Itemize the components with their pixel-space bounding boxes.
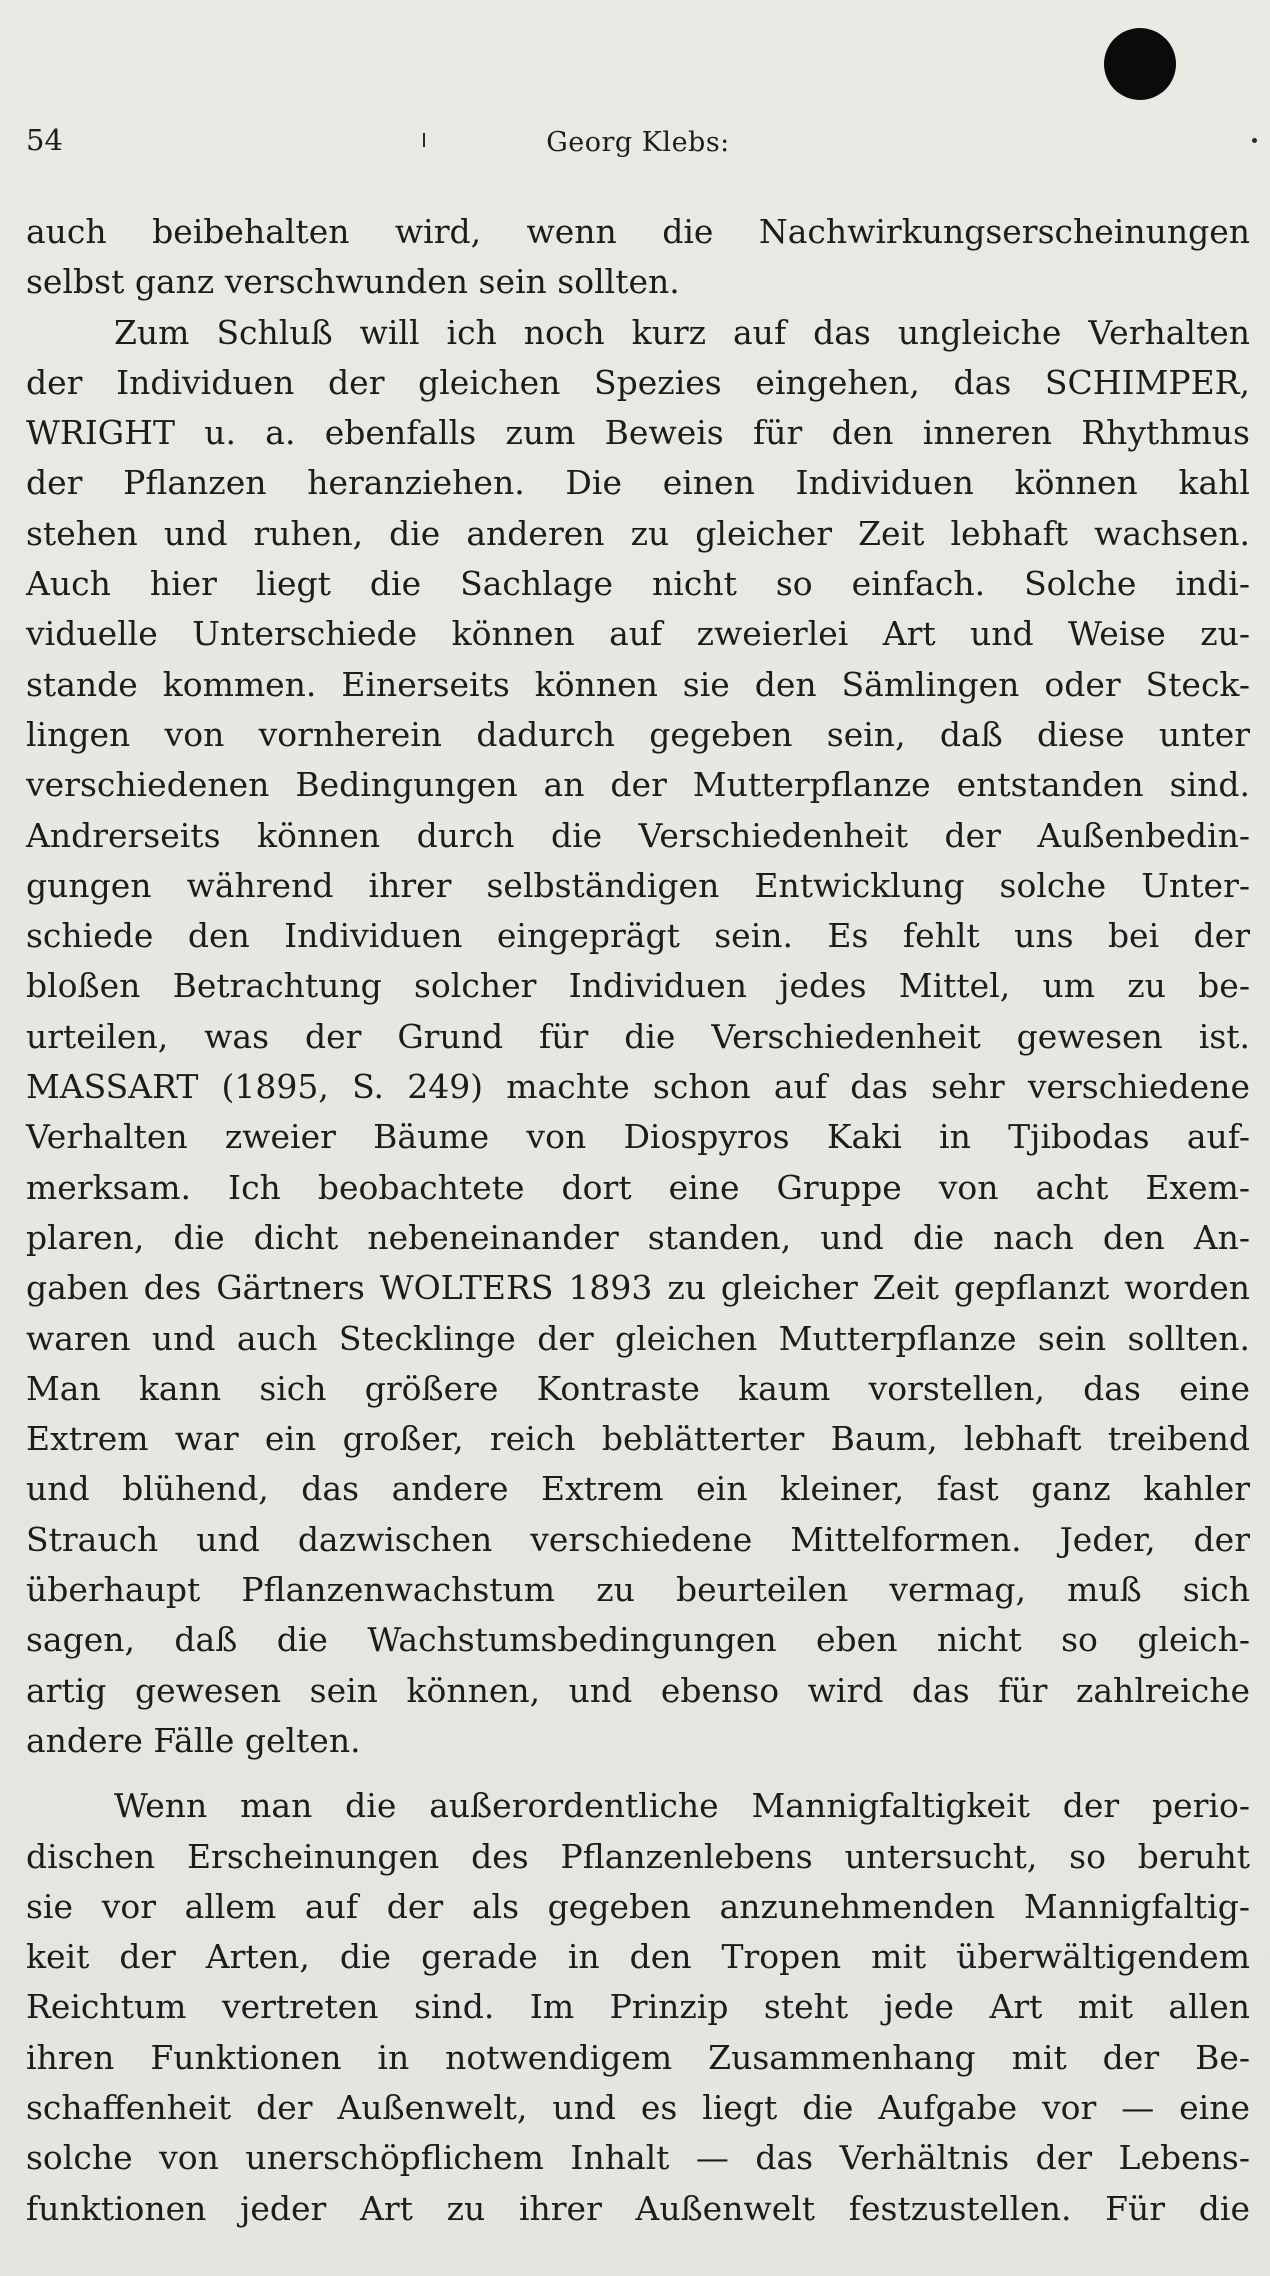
running-title: Georg Klebs: xyxy=(546,127,730,158)
text-line: stehen und ruhen, die anderen zu gleicher Zeit lebhaft wachsen. xyxy=(26,513,1250,553)
text-line: schiede den Individuen eingeprägt sein. Es fehlt uns bei der xyxy=(26,916,1250,956)
text-line: WRIGHT u. a. ebenfalls zum Beweis für den inneren Rhythmus xyxy=(26,413,1250,453)
text-line: Man kann sich größere Kontraste kaum vorstellen, das eine xyxy=(26,1368,1250,1408)
page-number: 54 xyxy=(26,123,63,157)
text-line: ihren Funktionen in notwendigem Zusammenhang mit der Be- xyxy=(26,2037,1250,2077)
text-line: Auch hier liegt die Sachlage nicht so einfach. Solche indi- xyxy=(26,564,1250,604)
text-line: selbst ganz verschwunden sein sollten. xyxy=(26,262,680,302)
text-line: lingen von vornherein dadurch gegeben sein, daß diese unter xyxy=(26,714,1250,754)
body-text xyxy=(26,207,1250,2234)
paragraph-2 xyxy=(26,308,1250,1767)
text-line: viduelle Unterschiede können auf zweierlei Art und Weise zu- xyxy=(26,614,1250,654)
text-line: andere Fälle gelten. xyxy=(26,1720,361,1760)
punch-hole-mark xyxy=(1104,28,1176,100)
text-line: plaren, die dicht nebeneinander standen, und die nach den An- xyxy=(26,1217,1250,1257)
paragraph-1 xyxy=(26,207,1250,308)
text-line: MASSART (1895, S. 249) machte schon auf das sehr verschiedene xyxy=(26,1067,1250,1107)
text-line: der Individuen der gleichen Spezies eingehen, das SCHIMPER, xyxy=(26,362,1250,402)
text-line: Verhalten zweier Bäume von Diospyros Kaki in Tjibodas auf- xyxy=(26,1117,1250,1157)
text-line: Zum Schluß will ich noch kurz auf das ungleiche Verhalten xyxy=(114,312,1250,352)
paragraph-spacing xyxy=(26,1766,1250,1781)
text-line: Extrem war ein großer, reich beblätterter Baum, lebhaft treibend xyxy=(26,1419,1250,1459)
text-line: sie vor allem auf der als gegeben anzunehmenden Mannigfaltig- xyxy=(26,1886,1250,1926)
text-line: überhaupt Pflanzenwachstum zu beurteilen vermag, muß sich xyxy=(26,1570,1250,1610)
text-line: Wenn man die außerordentliche Mannigfaltigkeit der perio- xyxy=(114,1786,1250,1826)
text-line: urteilen, was der Grund für die Verschiedenheit gewesen ist. xyxy=(26,1016,1250,1056)
paragraph-3 xyxy=(26,1781,1250,2234)
text-line: Strauch und dazwischen verschiedene Mittelformen. Jeder, der xyxy=(26,1519,1250,1559)
text-line: schaffenheit der Außenwelt, und es liegt die Aufgabe vor — eine xyxy=(26,2087,1250,2127)
text-line: und blühend, das andere Extrem ein kleiner, fast ganz kahler xyxy=(26,1469,1250,1509)
text-line: gungen während ihrer selbständigen Entwicklung solche Unter- xyxy=(26,865,1250,905)
text-line: Reichtum vertreten sind. Im Prinzip steht jede Art mit allen xyxy=(26,1987,1250,2027)
text-line: keit der Arten, die gerade in den Tropen mit überwältigendem xyxy=(26,1937,1250,1977)
page-header xyxy=(26,123,1250,167)
text-line: sagen, daß die Wachstumsbedingungen eben nicht so gleich- xyxy=(26,1620,1250,1660)
text-line: merksam. Ich beobachtete dort eine Gruppe von acht Exem- xyxy=(26,1167,1250,1207)
text-line: dischen Erscheinungen des Pflanzenlebens untersucht, so beruht xyxy=(26,1836,1250,1876)
text-line: verschiedenen Bedingungen an der Mutterpflanze entstanden sind. xyxy=(26,765,1250,805)
text-line: funktionen jeder Art zu ihrer Außenwelt festzustellen. Für die xyxy=(26,2188,1250,2228)
text-line: artig gewesen sein können, und ebenso wird das für zahlreiche xyxy=(26,1670,1250,1710)
text-line: solche von unerschöpflichem Inhalt — das Verhältnis der Lebens- xyxy=(26,2138,1250,2178)
text-line: gaben des Gärtners WOLTERS 1893 zu gleicher Zeit gepflanzt worden xyxy=(26,1268,1250,1308)
text-line: stande kommen. Einerseits können sie den Sämlingen oder Steck- xyxy=(26,664,1250,704)
text-line: bloßen Betrachtung solcher Individuen jedes Mittel, um zu be- xyxy=(26,966,1250,1006)
print-speck xyxy=(1252,138,1257,143)
text-line: der Pflanzen heranziehen. Die einen Individuen können kahl xyxy=(26,463,1250,503)
text-line: Andrerseits können durch die Verschiedenheit der Außenbedin- xyxy=(26,815,1250,855)
text-line: waren und auch Stecklinge der gleichen Mutterpflanze sein sollten. xyxy=(26,1318,1250,1358)
text-line: auch beibehalten wird, wenn die Nachwirkungserscheinungen xyxy=(26,212,1250,251)
